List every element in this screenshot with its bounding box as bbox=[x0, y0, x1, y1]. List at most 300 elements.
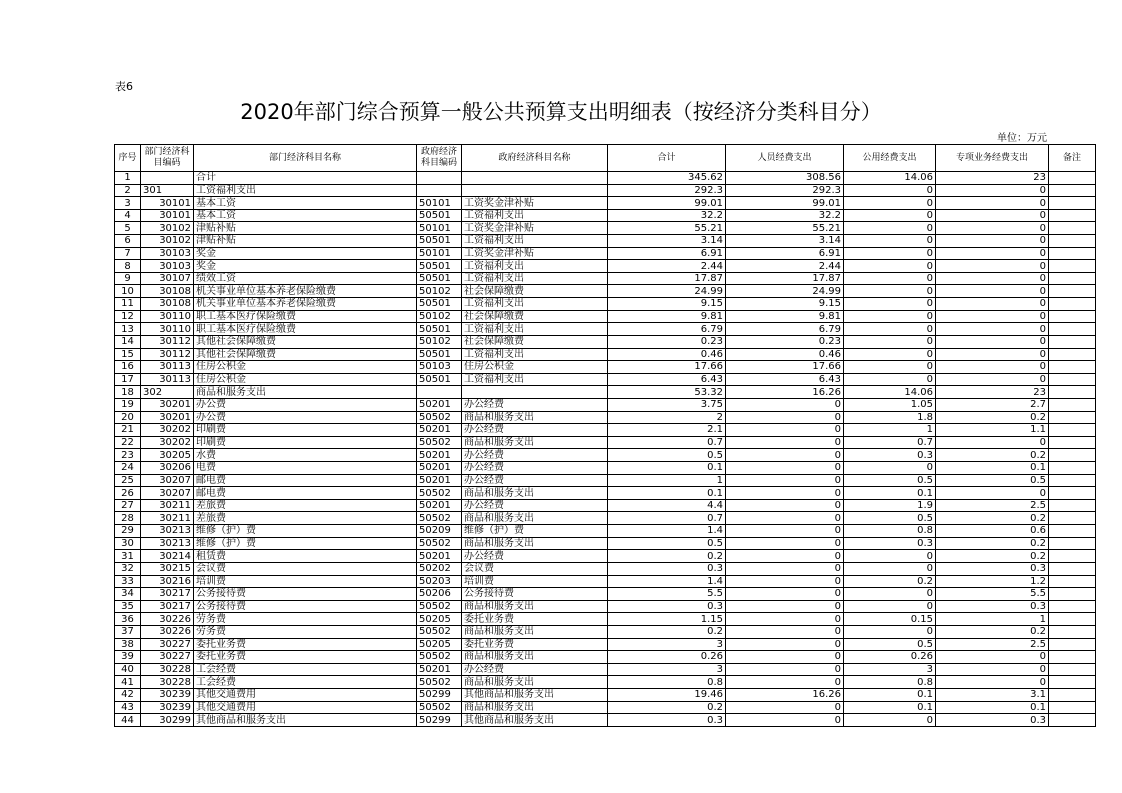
cell-total: 3 bbox=[608, 638, 726, 651]
cell-special: 0 bbox=[936, 487, 1049, 500]
cell-personnel: 0 bbox=[726, 550, 844, 563]
cell-gov-code: 50101 bbox=[417, 222, 462, 235]
cell-gov-code bbox=[417, 386, 462, 399]
cell-special: 2.5 bbox=[936, 499, 1049, 512]
cell-seq: 35 bbox=[115, 600, 141, 613]
cell-gov-name: 办公经费 bbox=[462, 550, 608, 563]
cell-dept-name: 津贴补贴 bbox=[194, 235, 417, 248]
cell-gov-code: 50501 bbox=[417, 235, 462, 248]
cell-public: 0 bbox=[844, 209, 936, 222]
cell-seq: 14 bbox=[115, 335, 141, 348]
cell-special: 0 bbox=[936, 651, 1049, 664]
cell-gov-code: 50101 bbox=[417, 247, 462, 260]
cell-gov-name: 社会保障缴费 bbox=[462, 335, 608, 348]
cell-special: 0.1 bbox=[936, 701, 1049, 714]
cell-public: 0 bbox=[844, 184, 936, 197]
unit-label: 单位：万元 bbox=[997, 133, 1047, 144]
cell-personnel: 3.14 bbox=[726, 235, 844, 248]
cell-special: 0 bbox=[936, 272, 1049, 285]
cell-seq: 31 bbox=[115, 550, 141, 563]
cell-seq: 28 bbox=[115, 512, 141, 525]
table-row bbox=[115, 487, 1096, 500]
cell-personnel: 0.46 bbox=[726, 348, 844, 361]
cell-dept-name: 合计 bbox=[194, 172, 417, 185]
table-row bbox=[115, 222, 1096, 235]
cell-gov-code: 50201 bbox=[417, 462, 462, 475]
table-row bbox=[115, 575, 1096, 588]
cell-personnel: 0 bbox=[726, 638, 844, 651]
cell-dept-code: 30228 bbox=[141, 663, 194, 676]
table-row bbox=[115, 550, 1096, 563]
cell-total: 0.3 bbox=[608, 562, 726, 575]
cell-special: 0.2 bbox=[936, 625, 1049, 638]
cell-note bbox=[1049, 550, 1096, 563]
cell-note bbox=[1049, 222, 1096, 235]
cell-personnel: 6.91 bbox=[726, 247, 844, 260]
cell-personnel: 0 bbox=[726, 499, 844, 512]
cell-gov-code: 50501 bbox=[417, 298, 462, 311]
table-row bbox=[115, 436, 1096, 449]
cell-dept-code: 30207 bbox=[141, 474, 194, 487]
cell-public: 0 bbox=[844, 600, 936, 613]
cell-special: 0.2 bbox=[936, 411, 1049, 424]
cell-gov-code: 50206 bbox=[417, 588, 462, 601]
cell-note bbox=[1049, 424, 1096, 437]
cell-special: 0 bbox=[936, 348, 1049, 361]
cell-gov-code: 50201 bbox=[417, 449, 462, 462]
cell-gov-code: 50201 bbox=[417, 499, 462, 512]
cell-public: 0 bbox=[844, 588, 936, 601]
cell-total: 19.46 bbox=[608, 688, 726, 701]
table-row bbox=[115, 310, 1096, 323]
cell-personnel: 0 bbox=[726, 449, 844, 462]
cell-dept-code: 30239 bbox=[141, 688, 194, 701]
cell-note bbox=[1049, 272, 1096, 285]
cell-special: 1.2 bbox=[936, 575, 1049, 588]
cell-seq: 27 bbox=[115, 499, 141, 512]
cell-gov-name: 工资福利支出 bbox=[462, 373, 608, 386]
cell-dept-code: 30108 bbox=[141, 285, 194, 298]
cell-public: 1.8 bbox=[844, 411, 936, 424]
cell-total: 9.81 bbox=[608, 310, 726, 323]
cell-total: 0.2 bbox=[608, 701, 726, 714]
cell-seq: 10 bbox=[115, 285, 141, 298]
cell-note bbox=[1049, 600, 1096, 613]
cell-public: 0 bbox=[844, 625, 936, 638]
cell-dept-code: 30103 bbox=[141, 247, 194, 260]
cell-special: 0 bbox=[936, 373, 1049, 386]
cell-note bbox=[1049, 260, 1096, 273]
cell-total: 0.8 bbox=[608, 676, 726, 689]
cell-gov-name bbox=[462, 386, 608, 399]
cell-public: 0 bbox=[844, 298, 936, 311]
cell-dept-code: 30211 bbox=[141, 499, 194, 512]
cell-personnel: 17.66 bbox=[726, 361, 844, 374]
cell-dept-code: 30113 bbox=[141, 373, 194, 386]
cell-total: 53.32 bbox=[608, 386, 726, 399]
budget-table bbox=[114, 144, 1096, 727]
cell-gov-code: 50205 bbox=[417, 613, 462, 626]
cell-personnel: 0 bbox=[726, 512, 844, 525]
cell-special: 0.6 bbox=[936, 525, 1049, 538]
cell-gov-name: 工资福利支出 bbox=[462, 298, 608, 311]
cell-seq: 9 bbox=[115, 272, 141, 285]
cell-note bbox=[1049, 398, 1096, 411]
cell-dept-name: 公务接待费 bbox=[194, 588, 417, 601]
cell-personnel: 0.23 bbox=[726, 335, 844, 348]
cell-public: 0 bbox=[844, 260, 936, 273]
table-row bbox=[115, 386, 1096, 399]
cell-public: 3 bbox=[844, 663, 936, 676]
cell-dept-name: 其他社会保障缴费 bbox=[194, 335, 417, 348]
cell-dept-name: 印刷费 bbox=[194, 424, 417, 437]
cell-gov-code: 50201 bbox=[417, 474, 462, 487]
cell-special: 0 bbox=[936, 361, 1049, 374]
cell-special: 0 bbox=[936, 197, 1049, 210]
cell-public: 0 bbox=[844, 247, 936, 260]
cell-total: 1 bbox=[608, 474, 726, 487]
cell-gov-code: 50502 bbox=[417, 701, 462, 714]
table-row bbox=[115, 209, 1096, 222]
table-row bbox=[115, 651, 1096, 664]
table-row bbox=[115, 701, 1096, 714]
cell-note bbox=[1049, 298, 1096, 311]
cell-gov-name: 商品和服务支出 bbox=[462, 512, 608, 525]
cell-gov-code bbox=[417, 184, 462, 197]
cell-public: 0.5 bbox=[844, 512, 936, 525]
cell-dept-code: 30227 bbox=[141, 651, 194, 664]
cell-dept-code: 30205 bbox=[141, 449, 194, 462]
cell-gov-name bbox=[462, 184, 608, 197]
cell-public: 0 bbox=[844, 323, 936, 336]
cell-total: 0.1 bbox=[608, 487, 726, 500]
cell-special: 3.1 bbox=[936, 688, 1049, 701]
cell-note bbox=[1049, 474, 1096, 487]
cell-gov-code: 50103 bbox=[417, 361, 462, 374]
cell-special: 1.1 bbox=[936, 424, 1049, 437]
cell-gov-name: 工资福利支出 bbox=[462, 235, 608, 248]
cell-dept-name: 商品和服务支出 bbox=[194, 386, 417, 399]
cell-dept-code: 30103 bbox=[141, 260, 194, 273]
cell-note bbox=[1049, 537, 1096, 550]
cell-seq: 30 bbox=[115, 537, 141, 550]
cell-personnel: 0 bbox=[726, 424, 844, 437]
cell-dept-code: 30101 bbox=[141, 209, 194, 222]
cell-special: 0.3 bbox=[936, 714, 1049, 727]
cell-public: 0 bbox=[844, 373, 936, 386]
cell-dept-name: 劳务费 bbox=[194, 613, 417, 626]
cell-special: 0 bbox=[936, 323, 1049, 336]
cell-seq: 17 bbox=[115, 373, 141, 386]
cell-dept-code: 30107 bbox=[141, 272, 194, 285]
cell-gov-code: 50501 bbox=[417, 323, 462, 336]
cell-dept-name: 机关事业单位基本养老保险缴费 bbox=[194, 298, 417, 311]
cell-seq: 23 bbox=[115, 449, 141, 462]
cell-gov-name: 商品和服务支出 bbox=[462, 600, 608, 613]
cell-public: 1 bbox=[844, 424, 936, 437]
table-row bbox=[115, 474, 1096, 487]
cell-note bbox=[1049, 386, 1096, 399]
cell-gov-name: 办公经费 bbox=[462, 462, 608, 475]
cell-dept-code: 30207 bbox=[141, 487, 194, 500]
cell-note bbox=[1049, 613, 1096, 626]
cell-special: 0.2 bbox=[936, 550, 1049, 563]
cell-special: 0 bbox=[936, 298, 1049, 311]
cell-public: 0.1 bbox=[844, 688, 936, 701]
cell-gov-name: 工资奖金津补贴 bbox=[462, 197, 608, 210]
cell-note bbox=[1049, 411, 1096, 424]
cell-personnel: 99.01 bbox=[726, 197, 844, 210]
cell-personnel: 0 bbox=[726, 600, 844, 613]
cell-public: 0 bbox=[844, 562, 936, 575]
cell-special: 0.2 bbox=[936, 537, 1049, 550]
cell-personnel: 16.26 bbox=[726, 386, 844, 399]
cell-dept-code: 30239 bbox=[141, 701, 194, 714]
cell-public: 14.06 bbox=[844, 386, 936, 399]
cell-dept-code: 30215 bbox=[141, 562, 194, 575]
cell-personnel: 6.79 bbox=[726, 323, 844, 336]
cell-gov-name: 其他商品和服务支出 bbox=[462, 714, 608, 727]
table-row bbox=[115, 298, 1096, 311]
cell-gov-name: 商品和服务支出 bbox=[462, 411, 608, 424]
cell-dept-name: 水费 bbox=[194, 449, 417, 462]
cell-note bbox=[1049, 714, 1096, 727]
cell-dept-name: 绩效工资 bbox=[194, 272, 417, 285]
cell-gov-name: 工资福利支出 bbox=[462, 348, 608, 361]
cell-personnel: 0 bbox=[726, 462, 844, 475]
table-row bbox=[115, 235, 1096, 248]
cell-special: 2.5 bbox=[936, 638, 1049, 651]
cell-special: 0.2 bbox=[936, 512, 1049, 525]
cell-dept-name: 公务接待费 bbox=[194, 600, 417, 613]
cell-dept-name: 其他商品和服务支出 bbox=[194, 714, 417, 727]
cell-dept-name: 印刷费 bbox=[194, 436, 417, 449]
col-gov-name: 政府经济科目名称 bbox=[462, 145, 608, 172]
cell-total: 55.21 bbox=[608, 222, 726, 235]
cell-dept-name: 租赁费 bbox=[194, 550, 417, 563]
table-row bbox=[115, 625, 1096, 638]
cell-total: 3.14 bbox=[608, 235, 726, 248]
cell-personnel: 24.99 bbox=[726, 285, 844, 298]
cell-public: 0 bbox=[844, 550, 936, 563]
cell-seq: 7 bbox=[115, 247, 141, 260]
cell-gov-code: 50209 bbox=[417, 525, 462, 538]
cell-note bbox=[1049, 676, 1096, 689]
cell-dept-code: 30216 bbox=[141, 575, 194, 588]
cell-seq: 25 bbox=[115, 474, 141, 487]
cell-public: 0.7 bbox=[844, 436, 936, 449]
cell-special: 0 bbox=[936, 436, 1049, 449]
cell-gov-name: 商品和服务支出 bbox=[462, 436, 608, 449]
table-row bbox=[115, 600, 1096, 613]
cell-total: 4.4 bbox=[608, 499, 726, 512]
cell-seq: 41 bbox=[115, 676, 141, 689]
cell-special: 0 bbox=[936, 335, 1049, 348]
cell-total: 2 bbox=[608, 411, 726, 424]
cell-gov-code: 50205 bbox=[417, 638, 462, 651]
cell-dept-name: 基本工资 bbox=[194, 197, 417, 210]
cell-dept-code bbox=[141, 172, 194, 185]
cell-note bbox=[1049, 361, 1096, 374]
cell-total: 0.23 bbox=[608, 335, 726, 348]
cell-total: 0.2 bbox=[608, 625, 726, 638]
cell-dept-name: 职工基本医疗保险缴费 bbox=[194, 323, 417, 336]
cell-public: 0 bbox=[844, 462, 936, 475]
cell-personnel: 6.43 bbox=[726, 373, 844, 386]
cell-dept-name: 基本工资 bbox=[194, 209, 417, 222]
cell-dept-name: 住房公积金 bbox=[194, 373, 417, 386]
cell-gov-name: 工资奖金津补贴 bbox=[462, 247, 608, 260]
cell-total: 0.46 bbox=[608, 348, 726, 361]
cell-dept-code: 30113 bbox=[141, 361, 194, 374]
table-row bbox=[115, 499, 1096, 512]
cell-gov-code: 50502 bbox=[417, 676, 462, 689]
cell-seq: 29 bbox=[115, 525, 141, 538]
cell-gov-code: 50201 bbox=[417, 424, 462, 437]
cell-gov-name: 维修（护）费 bbox=[462, 525, 608, 538]
table-row bbox=[115, 411, 1096, 424]
cell-total: 17.87 bbox=[608, 272, 726, 285]
cell-dept-code: 30213 bbox=[141, 525, 194, 538]
table-row bbox=[115, 462, 1096, 475]
cell-note bbox=[1049, 310, 1096, 323]
cell-total: 0.5 bbox=[608, 449, 726, 462]
cell-personnel: 308.56 bbox=[726, 172, 844, 185]
cell-seq: 2 bbox=[115, 184, 141, 197]
cell-note bbox=[1049, 487, 1096, 500]
cell-special: 23 bbox=[936, 172, 1049, 185]
cell-seq: 15 bbox=[115, 348, 141, 361]
table-row bbox=[115, 424, 1096, 437]
cell-seq: 39 bbox=[115, 651, 141, 664]
cell-seq: 24 bbox=[115, 462, 141, 475]
cell-gov-code: 50201 bbox=[417, 398, 462, 411]
cell-note bbox=[1049, 449, 1096, 462]
table-row bbox=[115, 184, 1096, 197]
cell-gov-code: 50502 bbox=[417, 487, 462, 500]
cell-seq: 34 bbox=[115, 588, 141, 601]
col-special: 专项业务经费支出 bbox=[936, 145, 1049, 172]
cell-note bbox=[1049, 184, 1096, 197]
cell-dept-code: 30206 bbox=[141, 462, 194, 475]
cell-dept-name: 奖金 bbox=[194, 247, 417, 260]
cell-total: 6.43 bbox=[608, 373, 726, 386]
cell-gov-code: 50502 bbox=[417, 651, 462, 664]
cell-dept-name: 其他交通费用 bbox=[194, 701, 417, 714]
cell-dept-name: 维修（护）费 bbox=[194, 537, 417, 550]
cell-note bbox=[1049, 525, 1096, 538]
cell-special: 0.5 bbox=[936, 474, 1049, 487]
cell-note bbox=[1049, 562, 1096, 575]
cell-public: 0 bbox=[844, 235, 936, 248]
table-row bbox=[115, 285, 1096, 298]
cell-seq: 3 bbox=[115, 197, 141, 210]
cell-gov-code: 50201 bbox=[417, 550, 462, 563]
cell-gov-code: 50502 bbox=[417, 411, 462, 424]
cell-special: 0 bbox=[936, 235, 1049, 248]
cell-seq: 32 bbox=[115, 562, 141, 575]
table-row bbox=[115, 663, 1096, 676]
table-row bbox=[115, 714, 1096, 727]
cell-special: 0 bbox=[936, 247, 1049, 260]
cell-special: 0 bbox=[936, 310, 1049, 323]
cell-note bbox=[1049, 285, 1096, 298]
cell-seq: 16 bbox=[115, 361, 141, 374]
cell-public: 1.05 bbox=[844, 398, 936, 411]
cell-total: 0.7 bbox=[608, 436, 726, 449]
cell-dept-code: 30227 bbox=[141, 638, 194, 651]
cell-gov-name: 委托业务费 bbox=[462, 613, 608, 626]
cell-dept-name: 工会经费 bbox=[194, 676, 417, 689]
cell-public: 0.1 bbox=[844, 487, 936, 500]
cell-special: 0 bbox=[936, 222, 1049, 235]
table-tag: 表6 bbox=[115, 80, 133, 93]
cell-dept-code: 30201 bbox=[141, 411, 194, 424]
cell-personnel: 0 bbox=[726, 651, 844, 664]
col-personnel: 人员经费支出 bbox=[726, 145, 844, 172]
cell-dept-name: 办公费 bbox=[194, 411, 417, 424]
cell-gov-code: 50501 bbox=[417, 272, 462, 285]
cell-public: 0.3 bbox=[844, 537, 936, 550]
cell-gov-code: 50299 bbox=[417, 688, 462, 701]
cell-seq: 42 bbox=[115, 688, 141, 701]
cell-gov-code: 50202 bbox=[417, 562, 462, 575]
table-row bbox=[115, 449, 1096, 462]
cell-public: 14.06 bbox=[844, 172, 936, 185]
cell-public: 0 bbox=[844, 197, 936, 210]
cell-note bbox=[1049, 247, 1096, 260]
table-row bbox=[115, 260, 1096, 273]
col-note: 备注 bbox=[1049, 145, 1096, 172]
cell-public: 0 bbox=[844, 285, 936, 298]
cell-dept-code: 30112 bbox=[141, 348, 194, 361]
cell-gov-name: 工资福利支出 bbox=[462, 272, 608, 285]
cell-personnel: 9.81 bbox=[726, 310, 844, 323]
cell-dept-name: 工资福利支出 bbox=[194, 184, 417, 197]
cell-dept-code: 30108 bbox=[141, 298, 194, 311]
table-row bbox=[115, 247, 1096, 260]
cell-total: 0.1 bbox=[608, 462, 726, 475]
cell-dept-name: 职工基本医疗保险缴费 bbox=[194, 310, 417, 323]
cell-total: 1.15 bbox=[608, 613, 726, 626]
cell-public: 0 bbox=[844, 714, 936, 727]
cell-public: 0 bbox=[844, 310, 936, 323]
table-body bbox=[115, 172, 1096, 727]
cell-dept-code: 30201 bbox=[141, 398, 194, 411]
table-row bbox=[115, 197, 1096, 210]
cell-seq: 38 bbox=[115, 638, 141, 651]
cell-note bbox=[1049, 172, 1096, 185]
cell-personnel: 2.44 bbox=[726, 260, 844, 273]
cell-note bbox=[1049, 663, 1096, 676]
cell-total: 9.15 bbox=[608, 298, 726, 311]
table-row bbox=[115, 361, 1096, 374]
cell-total: 345.62 bbox=[608, 172, 726, 185]
cell-note bbox=[1049, 575, 1096, 588]
cell-seq: 4 bbox=[115, 209, 141, 222]
cell-dept-name: 其他交通费用 bbox=[194, 688, 417, 701]
cell-public: 0.8 bbox=[844, 676, 936, 689]
cell-seq: 36 bbox=[115, 613, 141, 626]
col-dept-name: 部门经济科目名称 bbox=[194, 145, 417, 172]
cell-gov-code: 50501 bbox=[417, 260, 462, 273]
cell-total: 0.3 bbox=[608, 714, 726, 727]
cell-gov-name: 委托业务费 bbox=[462, 638, 608, 651]
cell-personnel: 0 bbox=[726, 588, 844, 601]
cell-note bbox=[1049, 436, 1096, 449]
cell-personnel: 0 bbox=[726, 714, 844, 727]
cell-total: 0.2 bbox=[608, 550, 726, 563]
